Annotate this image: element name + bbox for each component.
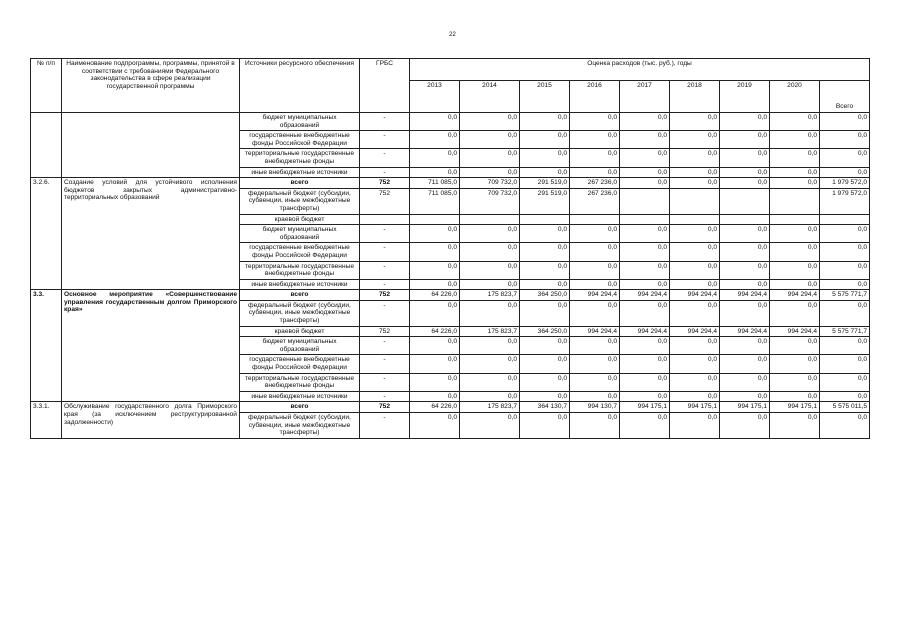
source-cell: иные внебюджетные источники bbox=[240, 167, 360, 178]
value-cell: 0,0 bbox=[770, 167, 820, 178]
total-cell: 0,0 bbox=[820, 225, 870, 243]
value-cell: 0,0 bbox=[460, 113, 520, 131]
value-cell: 0,0 bbox=[620, 413, 670, 439]
total-cell: 0,0 bbox=[820, 243, 870, 261]
value-cell: 0,0 bbox=[720, 178, 770, 189]
value-cell: 709 732,0 bbox=[460, 188, 520, 214]
value-cell: 0,0 bbox=[410, 149, 460, 167]
value-cell: 0,0 bbox=[410, 300, 460, 326]
source-cell: территориальные государственные внебюджетные фонды bbox=[240, 261, 360, 279]
value-cell: 0,0 bbox=[520, 243, 570, 261]
grbs-cell: - bbox=[360, 149, 410, 167]
row-number: 3.3. bbox=[31, 290, 62, 402]
header-year: 2018 bbox=[670, 81, 720, 113]
value-cell: 0,0 bbox=[460, 337, 520, 355]
header-num: № п/п bbox=[31, 59, 62, 113]
value-cell: 0,0 bbox=[620, 149, 670, 167]
value-cell: 0,0 bbox=[410, 373, 460, 391]
value-cell bbox=[570, 214, 620, 225]
value-cell bbox=[520, 214, 570, 225]
value-cell: 994 175,1 bbox=[770, 402, 820, 413]
value-cell: 0,0 bbox=[770, 300, 820, 326]
total-cell: 0,0 bbox=[820, 279, 870, 290]
grbs-cell: - bbox=[360, 261, 410, 279]
source-cell: всего bbox=[240, 178, 360, 189]
value-cell: 0,0 bbox=[570, 167, 620, 178]
value-cell: 0,0 bbox=[770, 243, 820, 261]
value-cell: 0,0 bbox=[720, 279, 770, 290]
table-row bbox=[31, 113, 870, 131]
expenditure-table bbox=[30, 58, 870, 439]
value-cell: 994 294,4 bbox=[670, 326, 720, 337]
value-cell: 0,0 bbox=[620, 279, 670, 290]
value-cell: 994 294,4 bbox=[720, 290, 770, 301]
value-cell: 0,0 bbox=[720, 167, 770, 178]
value-cell: 0,0 bbox=[410, 355, 460, 373]
source-cell: краевой бюджет bbox=[240, 326, 360, 337]
program-name: Создание условий для устойчивого исполнения бюджетов закрытых административно-территориальных образований bbox=[62, 178, 240, 290]
source-cell: государственные внебюджетные фонды Российской Федерации bbox=[240, 131, 360, 149]
header-row bbox=[31, 59, 870, 81]
value-cell: 0,0 bbox=[520, 279, 570, 290]
header-year: 2020 bbox=[770, 81, 820, 113]
source-cell: федеральный бюджет (субсидии, субвенции, иные межбюджетные трансферты) bbox=[240, 413, 360, 439]
source-cell: всего bbox=[240, 290, 360, 301]
value-cell: 0,0 bbox=[720, 131, 770, 149]
value-cell: 0,0 bbox=[620, 113, 670, 131]
value-cell: 0,0 bbox=[720, 337, 770, 355]
source-cell: государственные внебюджетные фонды Российской Федерации bbox=[240, 355, 360, 373]
value-cell: 0,0 bbox=[570, 243, 620, 261]
value-cell bbox=[410, 214, 460, 225]
header-total: Всего bbox=[820, 81, 870, 113]
value-cell: 0,0 bbox=[460, 413, 520, 439]
row-number: 3.2.6. bbox=[31, 178, 62, 290]
source-cell: бюджет муниципальных образований bbox=[240, 337, 360, 355]
value-cell: 0,0 bbox=[620, 261, 670, 279]
value-cell: 0,0 bbox=[670, 131, 720, 149]
source-cell: иные внебюджетные источники bbox=[240, 279, 360, 290]
value-cell: 711 085,0 bbox=[410, 178, 460, 189]
value-cell: 267 236,0 bbox=[570, 178, 620, 189]
grbs-cell: - bbox=[360, 243, 410, 261]
total-cell: 0,0 bbox=[820, 300, 870, 326]
value-cell: 0,0 bbox=[570, 225, 620, 243]
value-cell: 0,0 bbox=[570, 337, 620, 355]
value-cell: 0,0 bbox=[570, 413, 620, 439]
value-cell: 0,0 bbox=[460, 131, 520, 149]
value-cell: 0,0 bbox=[570, 355, 620, 373]
grbs-cell: - bbox=[360, 391, 410, 402]
total-cell: 0,0 bbox=[820, 261, 870, 279]
value-cell: 0,0 bbox=[720, 300, 770, 326]
total-cell: 0,0 bbox=[820, 131, 870, 149]
grbs-cell: 752 bbox=[360, 402, 410, 413]
value-cell: 0,0 bbox=[670, 261, 720, 279]
value-cell: 175 823,7 bbox=[460, 326, 520, 337]
value-cell: 0,0 bbox=[460, 243, 520, 261]
value-cell: 0,0 bbox=[770, 337, 820, 355]
value-cell: 0,0 bbox=[670, 113, 720, 131]
value-cell: 0,0 bbox=[770, 261, 820, 279]
total-cell: 0,0 bbox=[820, 373, 870, 391]
value-cell: 0,0 bbox=[570, 279, 620, 290]
header-year: 2017 bbox=[620, 81, 670, 113]
value-cell: 0,0 bbox=[520, 337, 570, 355]
value-cell: 0,0 bbox=[520, 167, 570, 178]
value-cell: 0,0 bbox=[570, 261, 620, 279]
source-cell: государственные внебюджетные фонды Российской Федерации bbox=[240, 243, 360, 261]
program-name: Обслуживание государственного долга Приморского края (за исключением реструктурированной задолженности) bbox=[62, 402, 240, 438]
header-year: 2014 bbox=[460, 81, 520, 113]
total-cell: 1 979 572,0 bbox=[820, 188, 870, 214]
value-cell: 994 294,4 bbox=[720, 326, 770, 337]
value-cell: 0,0 bbox=[770, 413, 820, 439]
grbs-cell: - bbox=[360, 113, 410, 131]
value-cell: 0,0 bbox=[570, 373, 620, 391]
value-cell: 0,0 bbox=[570, 300, 620, 326]
value-cell: 0,0 bbox=[410, 391, 460, 402]
value-cell: 0,0 bbox=[720, 149, 770, 167]
source-cell: территориальные государственные внебюджетные фонды bbox=[240, 373, 360, 391]
value-cell bbox=[720, 188, 770, 214]
grbs-cell: 752 bbox=[360, 178, 410, 189]
header-sources: Источники ресурсного обеспечения bbox=[240, 59, 360, 113]
grbs-cell: 752 bbox=[360, 188, 410, 214]
value-cell: 64 226,0 bbox=[410, 290, 460, 301]
value-cell bbox=[720, 214, 770, 225]
value-cell: 994 294,4 bbox=[670, 290, 720, 301]
total-cell: 0,0 bbox=[820, 113, 870, 131]
value-cell: 0,0 bbox=[570, 149, 620, 167]
header-year: 2013 bbox=[410, 81, 460, 113]
total-cell: 5 575 771,7 bbox=[820, 290, 870, 301]
total-cell bbox=[820, 214, 870, 225]
value-cell: 0,0 bbox=[460, 261, 520, 279]
source-cell: краевой бюджет bbox=[240, 214, 360, 225]
value-cell: 0,0 bbox=[720, 261, 770, 279]
value-cell: 0,0 bbox=[460, 373, 520, 391]
header-name: Наименование подпрограммы, программы, принятой в соответствии с требованиями Федерального законодательства в сфере реализации государственной программы bbox=[62, 59, 240, 113]
value-cell: 0,0 bbox=[520, 113, 570, 131]
total-cell: 0,0 bbox=[820, 167, 870, 178]
value-cell: 0,0 bbox=[520, 373, 570, 391]
value-cell: 0,0 bbox=[520, 413, 570, 439]
header-year: 2016 bbox=[570, 81, 620, 113]
grbs-cell: - bbox=[360, 167, 410, 178]
value-cell: 291 519,0 bbox=[520, 188, 570, 214]
total-cell: 0,0 bbox=[820, 413, 870, 439]
grbs-cell: - bbox=[360, 355, 410, 373]
value-cell: 709 732,0 bbox=[460, 178, 520, 189]
value-cell: 0,0 bbox=[410, 131, 460, 149]
value-cell: 0,0 bbox=[410, 413, 460, 439]
value-cell: 994 294,4 bbox=[570, 290, 620, 301]
value-cell: 0,0 bbox=[520, 149, 570, 167]
value-cell: 994 294,4 bbox=[570, 326, 620, 337]
value-cell: 175 823,7 bbox=[460, 290, 520, 301]
value-cell: 994 130,7 bbox=[570, 402, 620, 413]
value-cell: 0,0 bbox=[460, 355, 520, 373]
grbs-cell: - bbox=[360, 373, 410, 391]
value-cell bbox=[620, 188, 670, 214]
value-cell: 0,0 bbox=[410, 337, 460, 355]
header-year: 2019 bbox=[720, 81, 770, 113]
value-cell: 291 519,0 bbox=[520, 178, 570, 189]
value-cell: 175 823,7 bbox=[460, 402, 520, 413]
value-cell: 0,0 bbox=[620, 167, 670, 178]
row-number bbox=[31, 113, 62, 178]
total-cell: 0,0 bbox=[820, 337, 870, 355]
source-cell: бюджет муниципальных образований bbox=[240, 113, 360, 131]
value-cell: 0,0 bbox=[670, 413, 720, 439]
source-cell: всего bbox=[240, 402, 360, 413]
value-cell: 994 294,4 bbox=[620, 326, 670, 337]
table-row bbox=[31, 402, 870, 413]
value-cell: 994 294,4 bbox=[620, 290, 670, 301]
program-name: Основное мероприятие «Совершенствование управления государственным долгом Приморского края» bbox=[62, 290, 240, 402]
value-cell: 0,0 bbox=[410, 225, 460, 243]
value-cell: 0,0 bbox=[720, 373, 770, 391]
value-cell: 364 130,7 bbox=[520, 402, 570, 413]
header-estimate: Оценка расходов (тыс. руб.), годы bbox=[410, 59, 870, 81]
total-cell: 0,0 bbox=[820, 149, 870, 167]
value-cell: 0,0 bbox=[570, 131, 620, 149]
total-cell: 5 575 011,5 bbox=[820, 402, 870, 413]
value-cell: 0,0 bbox=[670, 149, 720, 167]
value-cell: 0,0 bbox=[770, 149, 820, 167]
value-cell: 0,0 bbox=[520, 261, 570, 279]
value-cell: 0,0 bbox=[570, 391, 620, 402]
value-cell: 0,0 bbox=[720, 355, 770, 373]
value-cell bbox=[620, 214, 670, 225]
grbs-cell: - bbox=[360, 413, 410, 439]
value-cell: 0,0 bbox=[770, 131, 820, 149]
value-cell: 0,0 bbox=[670, 300, 720, 326]
source-cell: иные внебюджетные источники bbox=[240, 391, 360, 402]
row-number: 3.3.1. bbox=[31, 402, 62, 438]
total-cell: 0,0 bbox=[820, 355, 870, 373]
grbs-cell bbox=[360, 214, 410, 225]
value-cell: 0,0 bbox=[620, 337, 670, 355]
grbs-cell: 752 bbox=[360, 326, 410, 337]
total-cell: 0,0 bbox=[820, 391, 870, 402]
value-cell: 0,0 bbox=[620, 225, 670, 243]
page-number: 22 bbox=[449, 32, 456, 38]
value-cell: 0,0 bbox=[670, 373, 720, 391]
grbs-cell: - bbox=[360, 279, 410, 290]
total-cell: 5 575 771,7 bbox=[820, 326, 870, 337]
value-cell: 0,0 bbox=[670, 279, 720, 290]
value-cell: 0,0 bbox=[410, 167, 460, 178]
value-cell: 364 250,0 bbox=[520, 290, 570, 301]
value-cell: 0,0 bbox=[460, 149, 520, 167]
value-cell: 0,0 bbox=[410, 279, 460, 290]
value-cell: 0,0 bbox=[460, 300, 520, 326]
value-cell: 0,0 bbox=[620, 373, 670, 391]
source-cell: бюджет муниципальных образований bbox=[240, 225, 360, 243]
value-cell: 0,0 bbox=[620, 243, 670, 261]
source-cell: федеральный бюджет (субсидии, субвенции, иные межбюджетные трансферты) bbox=[240, 188, 360, 214]
value-cell: 0,0 bbox=[520, 391, 570, 402]
value-cell: 0,0 bbox=[770, 113, 820, 131]
value-cell: 0,0 bbox=[720, 243, 770, 261]
value-cell: 994 294,4 bbox=[770, 290, 820, 301]
value-cell: 0,0 bbox=[670, 225, 720, 243]
value-cell: 0,0 bbox=[670, 337, 720, 355]
value-cell bbox=[670, 188, 720, 214]
program-name bbox=[62, 113, 240, 178]
value-cell: 64 226,0 bbox=[410, 326, 460, 337]
value-cell: 994 175,1 bbox=[670, 402, 720, 413]
value-cell: 0,0 bbox=[520, 300, 570, 326]
grbs-cell: - bbox=[360, 225, 410, 243]
header-year: 2015 bbox=[520, 81, 570, 113]
value-cell: 0,0 bbox=[670, 167, 720, 178]
value-cell: 0,0 bbox=[670, 178, 720, 189]
value-cell: 0,0 bbox=[620, 355, 670, 373]
value-cell bbox=[770, 188, 820, 214]
value-cell: 0,0 bbox=[770, 355, 820, 373]
value-cell: 0,0 bbox=[460, 225, 520, 243]
value-cell: 0,0 bbox=[410, 261, 460, 279]
grbs-cell: - bbox=[360, 337, 410, 355]
header-grbs: ГРБС bbox=[360, 59, 410, 113]
value-cell: 994 294,4 bbox=[770, 326, 820, 337]
value-cell: 0,0 bbox=[620, 131, 670, 149]
value-cell: 0,0 bbox=[460, 167, 520, 178]
value-cell: 0,0 bbox=[720, 413, 770, 439]
value-cell bbox=[460, 214, 520, 225]
value-cell: 0,0 bbox=[670, 391, 720, 402]
value-cell: 0,0 bbox=[410, 243, 460, 261]
value-cell: 0,0 bbox=[520, 131, 570, 149]
value-cell: 0,0 bbox=[460, 391, 520, 402]
value-cell bbox=[670, 214, 720, 225]
value-cell: 0,0 bbox=[770, 178, 820, 189]
grbs-cell: 752 bbox=[360, 290, 410, 301]
value-cell: 0,0 bbox=[670, 355, 720, 373]
grbs-cell: - bbox=[360, 300, 410, 326]
value-cell: 0,0 bbox=[460, 279, 520, 290]
value-cell: 0,0 bbox=[720, 225, 770, 243]
value-cell: 711 085,0 bbox=[410, 188, 460, 214]
value-cell: 0,0 bbox=[770, 373, 820, 391]
source-cell: территориальные государственные внебюджетные фонды bbox=[240, 149, 360, 167]
value-cell: 0,0 bbox=[670, 243, 720, 261]
value-cell: 0,0 bbox=[770, 279, 820, 290]
value-cell: 0,0 bbox=[620, 391, 670, 402]
value-cell: 0,0 bbox=[620, 178, 670, 189]
value-cell: 0,0 bbox=[620, 300, 670, 326]
value-cell: 0,0 bbox=[520, 355, 570, 373]
value-cell: 267 236,0 bbox=[570, 188, 620, 214]
value-cell: 64 226,0 bbox=[410, 402, 460, 413]
value-cell: 0,0 bbox=[570, 113, 620, 131]
value-cell: 994 175,1 bbox=[720, 402, 770, 413]
value-cell: 0,0 bbox=[770, 391, 820, 402]
grbs-cell: - bbox=[360, 131, 410, 149]
table-row bbox=[31, 290, 870, 301]
total-cell: 1 979 572,0 bbox=[820, 178, 870, 189]
value-cell: 0,0 bbox=[720, 113, 770, 131]
value-cell: 994 175,1 bbox=[620, 402, 670, 413]
table-row bbox=[31, 178, 870, 189]
value-cell: 0,0 bbox=[720, 391, 770, 402]
value-cell: 0,0 bbox=[770, 225, 820, 243]
value-cell: 364 250,0 bbox=[520, 326, 570, 337]
value-cell: 0,0 bbox=[410, 113, 460, 131]
value-cell bbox=[770, 214, 820, 225]
source-cell: федеральный бюджет (субсидии, субвенции, иные межбюджетные трансферты) bbox=[240, 300, 360, 326]
value-cell: 0,0 bbox=[520, 225, 570, 243]
